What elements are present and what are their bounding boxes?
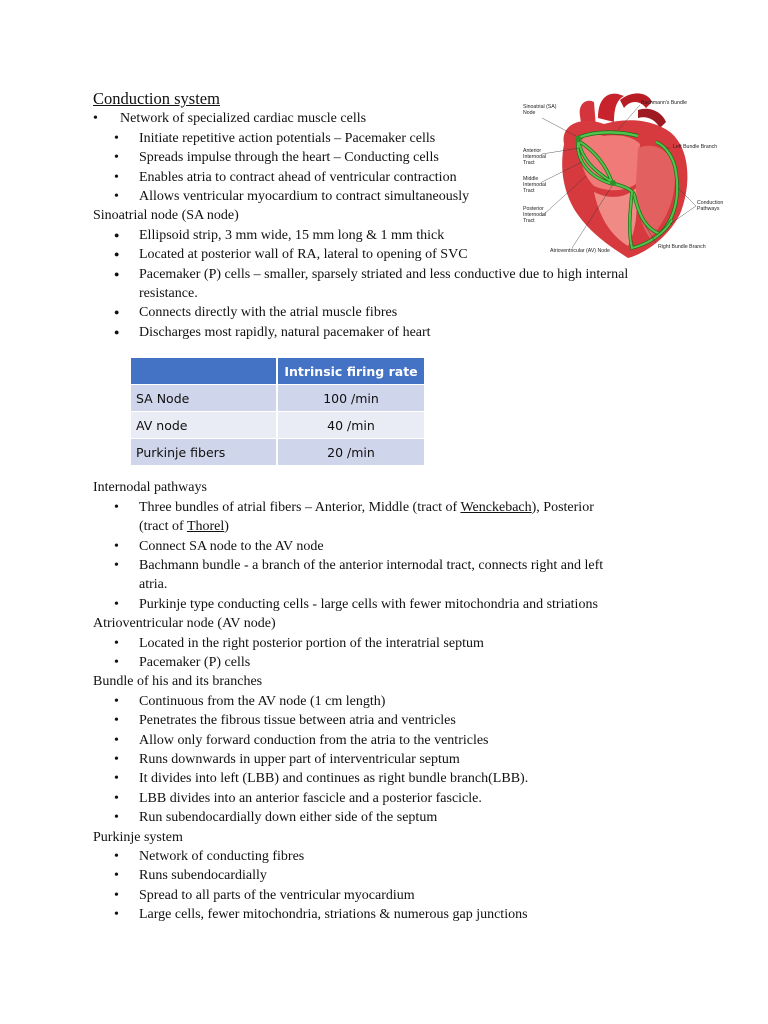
list-item: • LBB divides into an anterior fascicle and a posterior fascicle. xyxy=(93,789,693,808)
section-heading: Internodal pathways xyxy=(93,480,207,496)
list-item: • Spread to all parts of the ventricular myocardium xyxy=(93,886,693,905)
list-item: • Network of specialized cardiac muscle cells xyxy=(93,109,693,128)
section-heading: Bundle of his and its branches xyxy=(93,674,263,690)
list-item: • Three bundles of atrial fibers – Anterior, Middle (tract of Wenckebach), Posterior xyxy=(93,498,693,517)
list-item: • Run subendocardially down either side of the septum xyxy=(93,808,693,827)
label-posterior-tract: Posterior Internodal Tract xyxy=(523,206,547,224)
table-row xyxy=(131,385,426,412)
label-bachmann-bundle: Bachmann's Bundle xyxy=(641,100,687,106)
list-item: • Initiate repetitive action potentials – Pacemaker cells xyxy=(93,129,693,148)
list-item: • Connect SA node to the AV node xyxy=(93,537,693,556)
list-item: • Purkinje type conducting cells - large cells with fewer mitochondria and striations xyxy=(93,595,693,614)
list-item: • Penetrates the fibrous tissue between atria and ventricles xyxy=(93,711,693,730)
list-item: • Runs subendocardially xyxy=(93,866,693,885)
list-item: • Runs downwards in upper part of interventricular septum xyxy=(93,750,693,769)
table-cell-label: Purkinje fibers xyxy=(131,439,278,466)
list-item: ● Connects directly with the atrial muscle fibres xyxy=(93,303,693,322)
table-header-cell: Intrinsic firing rate xyxy=(278,358,426,385)
list-item: ● Pacemaker (P) cells – smaller, sparsely striated and less conductive due to high internal resistance. xyxy=(93,265,639,304)
list-item: ● Ellipsoid strip, 3 mm wide, 15 mm long & 1 mm thick xyxy=(93,226,693,245)
list-item: • Allow only forward conduction from the atria to the ventricles xyxy=(93,731,693,750)
section-heading: Atrioventricular node (AV node) xyxy=(93,616,276,632)
section-heading: Sinoatrial node (SA node) xyxy=(93,208,239,224)
list-item-continuation: (tract of Thorel) xyxy=(139,519,229,535)
firing-rate-table xyxy=(131,358,426,466)
table-header-empty xyxy=(131,358,278,385)
label-right-bundle-branch: Right Bundle Branch xyxy=(658,244,706,250)
label-anterior-tract: Anterior Internodal Tract xyxy=(523,148,547,166)
list-item: • Located in the right posterior portion of the interatrial septum xyxy=(93,634,693,653)
table-cell-label: SA Node xyxy=(131,385,278,412)
label-sa-node: Sinoatrial (SA) Node xyxy=(523,104,557,116)
page-title: Conduction system xyxy=(93,89,220,108)
table-header-row xyxy=(131,358,426,385)
list-item: • Spreads impulse through the heart – Conducting cells xyxy=(93,148,693,167)
list-item: • Allows ventricular myocardium to contract simultaneously xyxy=(93,187,693,206)
table-row xyxy=(131,439,426,466)
table-cell-value: 40 /min xyxy=(278,412,426,439)
list-item: • Large cells, fewer mitochondria, striations & numerous gap junctions xyxy=(93,905,693,924)
section-heading: Purkinje system xyxy=(93,829,183,845)
label-av-node: Atrioventricular (AV) Node xyxy=(550,248,610,254)
label-middle-tract: Middle Internodal Tract xyxy=(523,176,547,194)
list-item: • It divides into left (LBB) and continues as right bundle branch(LBB). xyxy=(93,769,693,788)
list-item: • Bachmann bundle - a branch of the anterior internodal tract, connects right and left atria. xyxy=(93,556,629,595)
label-left-bundle-branch: Left Bundle Branch xyxy=(673,144,718,150)
list-item: ● Discharges most rapidly, natural pacemaker of heart xyxy=(93,323,693,342)
list-item: • Pacemaker (P) cells xyxy=(93,653,693,672)
label-conduction-pathways: Conduction Pathways xyxy=(697,200,724,212)
heart-conduction-diagram xyxy=(520,88,730,263)
list-item: • Enables atria to contract ahead of ventricular contraction xyxy=(93,168,693,187)
table-cell-label: AV node xyxy=(131,412,278,439)
table-row xyxy=(131,412,426,439)
list-item: • Network of conducting fibres xyxy=(93,847,693,866)
table-cell-value: 100 /min xyxy=(278,385,426,412)
list-item: • Continuous from the AV node (1 cm length) xyxy=(93,692,693,711)
list-item: ● Located at posterior wall of RA, lateral to opening of SVC xyxy=(93,245,693,264)
table-cell-value: 20 /min xyxy=(278,439,426,466)
